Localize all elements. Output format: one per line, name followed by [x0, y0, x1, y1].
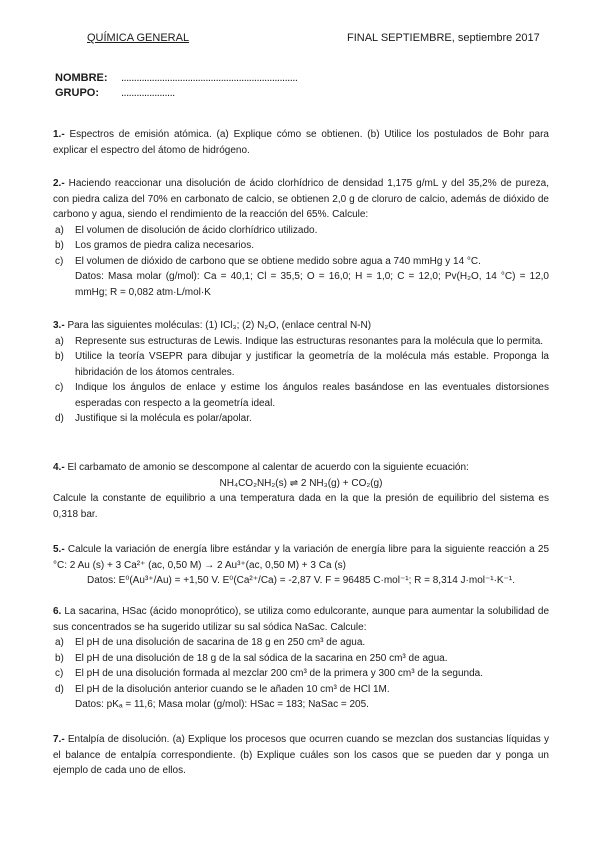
question-6-item-a: a) El pH de una disolución de sacarina de 18 g en 250 cm³ de agua. — [55, 637, 366, 648]
question-3-items — [53, 334, 549, 427]
exam-title: FINAL SEPTIEMBRE, septiembre 2017 — [347, 32, 540, 44]
group-dots: ..................... — [121, 87, 175, 99]
question-4-text-2: Calcule la constante de equilibrio a una temperatura dada en la que la presión de equilibrio del sistema es 0,318 bar. — [53, 493, 549, 520]
question-1-text: Espectros de emisión atómica. (a) Explique cómo se obtienen. (b) Utilice los postulados de Bohr para explicar el espectro del átomo de hidrógeno. — [53, 129, 549, 156]
question-3-item-d: d) Justifique si la molécula es polar/apolar. — [55, 413, 252, 424]
question-3-item-b: b) Utilice la teoría VSEPR para dibujar y justificar la geometría de la molécula más estable. Proponga la hibridación de los átomos centrales. — [55, 351, 549, 378]
question-5 — [53, 542, 549, 589]
question-2 — [53, 176, 549, 300]
question-6-text: La sacarina, HSac (ácido monoprótico), se utiliza como edulcorante, aunque para aumentar la solubilidad de sus concentrados se ha sugerido utilizar su sal sódica NaSac. Calcule: — [53, 606, 550, 633]
question-5-text: Calcule la variación de energía libre estándar y la variación de energía libre para la siguiente reacción a 25 °C: — [53, 544, 550, 571]
name-label: NOMBRE: — [55, 72, 108, 84]
question-3-number: 3.- — [53, 320, 65, 331]
question-2-items — [53, 223, 549, 270]
question-2-text: Haciendo reaccionar una disolución de ácido clorhídrico de densidad 1,175 g/mL y del 35,2% de pureza, con piedra caliza del 70% en carbonato de calcio, se obtienen 2,0 g de cloruro de calcio, además de dióxido de carbono y agua, siendo el rendimiento de la reacción del 65%. Calcule: — [53, 178, 549, 220]
question-2-item-b: b) Los gramos de piedra caliza necesarios. — [55, 240, 254, 251]
question-3 — [53, 318, 549, 427]
question-7-number: 7.- — [53, 734, 65, 745]
question-2-number: 2.- — [53, 178, 65, 189]
question-3-text: Para las siguientes moléculas: (1) ICl₃; (2) N₂O, (enlace central N-N) — [67, 320, 372, 331]
question-6-number: 6. — [53, 606, 62, 617]
question-2-item-a: a) El volumen de disolución de ácido clorhídrico utilizado. — [55, 224, 318, 236]
course-title: QUÍMICA GENERAL — [87, 32, 190, 44]
question-4 — [53, 460, 549, 522]
question-5-equation: 2 Au (s) + 3 Ca²⁺ (ac, 0,50 M) → 2 Au³⁺(ac, 0,50 M) + 3 Ca (s) — [69, 559, 346, 571]
question-6-item-b: b) El pH de una disolución de 18 g de la sal sódica de la sacarina en 250 cm³ de agua. — [55, 652, 448, 664]
question-6-data: Datos: pKₐ = 11,6; Masa molar (g/mol): HSac = 183; NaSac = 205. — [75, 699, 369, 710]
question-4-text: El carbamato de amonio se descompone al calentar de acuerdo con la siguiente ecuación: — [67, 462, 469, 473]
question-6-item-d: d) El pH de la disolución anterior cuando se le añaden 10 cm³ de HCl 1M. — [55, 683, 390, 695]
name-dots: ..................................................................... — [121, 72, 298, 84]
question-7-text: Entalpía de disolución. (a) Explique los procesos que ocurren cuando se mezclan dos sustancias líquidas y el balance de entalpía correspondiente. (b) Explique cuáles son los casos que se pueden dar y ponga un ejemplo de cada uno de ellos. — [53, 734, 550, 776]
question-6-item-c: c) El pH de una disolución formada al mezclar 200 cm³ de la primera y 300 cm³ de la segunda. — [55, 668, 483, 679]
name-field — [55, 72, 298, 84]
question-6-items — [53, 635, 549, 697]
question-5-data: Datos: E⁰(Au³⁺/Au) = +1,50 V. E⁰(Ca²⁺/Ca) = -2,87 V. F = 96485 C·mol⁻¹; R = 8,314 J·mol⁻¹·K⁻¹. — [86, 575, 515, 586]
question-1-number: 1.- — [53, 129, 65, 140]
question-2-data: Datos: Masa molar (g/mol): Ca = 40,1; Cl = 35,5; O = 16,0; H = 1,0; C = 12,0; Pv(H₂O, 14 °C) = 12,0 mmHg; R = 0,082 atm·L/mol·K — [75, 271, 549, 298]
question-4-equation: NH₄CO₂NH₂(s) ⇌ 2 NH₃(g) + CO₂(g) — [219, 477, 383, 489]
group-field — [55, 87, 175, 99]
question-7 — [53, 732, 549, 779]
question-3-item-a: a) Represente sus estructuras de Lewis. Indique las estructuras resonantes para la molécula que lo permita. — [55, 335, 544, 347]
question-5-number: 5.- — [53, 544, 65, 555]
question-6 — [53, 604, 549, 713]
question-3-item-c: c) Indique los ángulos de enlace y estime los ángulos reales basándose en las eventuales distorsiones esperadas con respecto a la geometría ideal. — [55, 382, 549, 409]
group-label: GRUPO: — [55, 87, 99, 99]
question-4-number: 4.- — [53, 462, 65, 473]
question-2-item-c: c) El volumen de dióxido de carbono que se obtiene medido sobre agua a 740 mmHg y 14 °C. — [55, 255, 481, 267]
question-1 — [53, 127, 549, 158]
